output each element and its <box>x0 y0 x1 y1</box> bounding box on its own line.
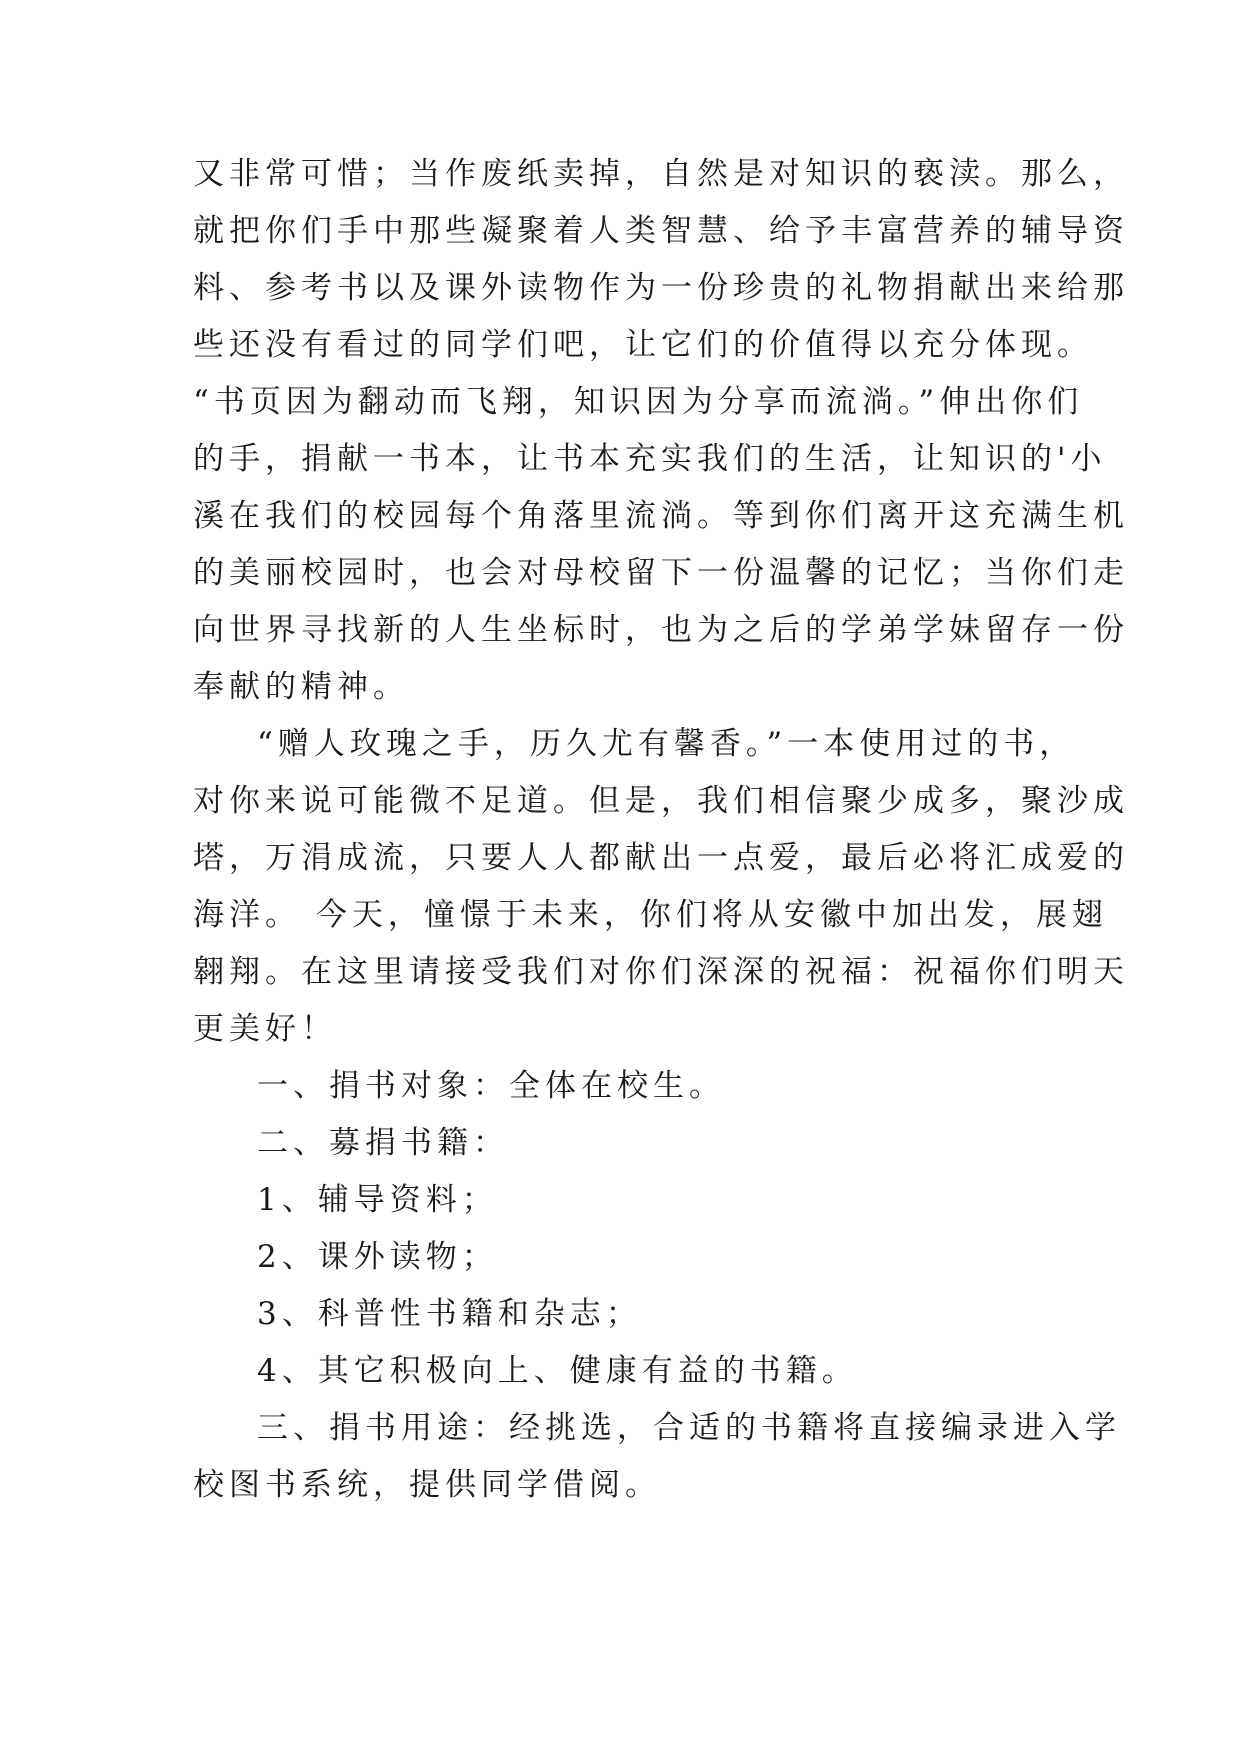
body-line: 校图书系统，提供同学借阅。 <box>193 1467 661 1503</box>
body-line: 更美好！ <box>193 1011 337 1047</box>
body-line: 就把你们手中那些凝聚着人类智慧、给予丰富营养的辅导资 <box>193 213 1129 249</box>
list-item: 4、其它积极向上、健康有益的书籍。 <box>257 1353 858 1389</box>
body-line: 向世界寻找新的人生坐标时，也为之后的学弟学妹留存一份 <box>193 612 1129 648</box>
list-item: 3、科普性书籍和杂志； <box>257 1296 642 1332</box>
body-line: 塔，万涓成流，只要人人都献出一点爱，最后必将汇成爱的 <box>193 840 1129 876</box>
list-item: 2、课外读物； <box>257 1239 498 1275</box>
body-line: 溪在我们的校园每个角落里流淌。等到你们离开这充满生机 <box>193 498 1129 534</box>
body-line: 又非常可惜；当作废纸卖掉，自然是对知识的亵渎。那么， <box>193 156 1129 192</box>
body-line: 海洋。 今天，憧憬于未来，你们将从安徽中加出发，展翅 <box>193 897 1108 933</box>
body-line: 的美丽校园时，也会对母校留下一份温馨的记忆；当你们走 <box>193 555 1129 591</box>
body-line: 些还没有看过的同学们吧，让它们的价值得以充分体现。 <box>193 327 1093 363</box>
list-item: 1、辅导资料； <box>257 1182 498 1218</box>
body-line: “书页因为翻动而飞翔，知识因为分享而流淌。”伸出你们 <box>193 384 1084 420</box>
body-line: 料、参考书以及课外读物作为一份珍贵的礼物捐献出来给那 <box>193 270 1129 306</box>
paragraph-start-line: “赠人玫瑰之手，历久尤有馨香。”一本使用过的书， <box>257 726 1076 762</box>
body-line: 对你来说可能微不足道。但是，我们相信聚少成多，聚沙成 <box>193 783 1129 819</box>
section-heading-books: 二、募捐书籍： <box>257 1125 509 1161</box>
body-line: 的手，捐献一书本，让书本充实我们的生活，让知识的'小 <box>193 441 1107 477</box>
section-heading-usage: 三、捐书用途：经挑选，合适的书籍将直接编录进入学 <box>257 1410 1121 1446</box>
section-heading-donors: 一、捐书对象：全体在校生。 <box>257 1068 725 1104</box>
body-line: 奉献的精神。 <box>193 669 409 705</box>
body-line: 翱翔。在这里请接受我们对你们深深的祝福：祝福你们明天 <box>193 954 1129 990</box>
